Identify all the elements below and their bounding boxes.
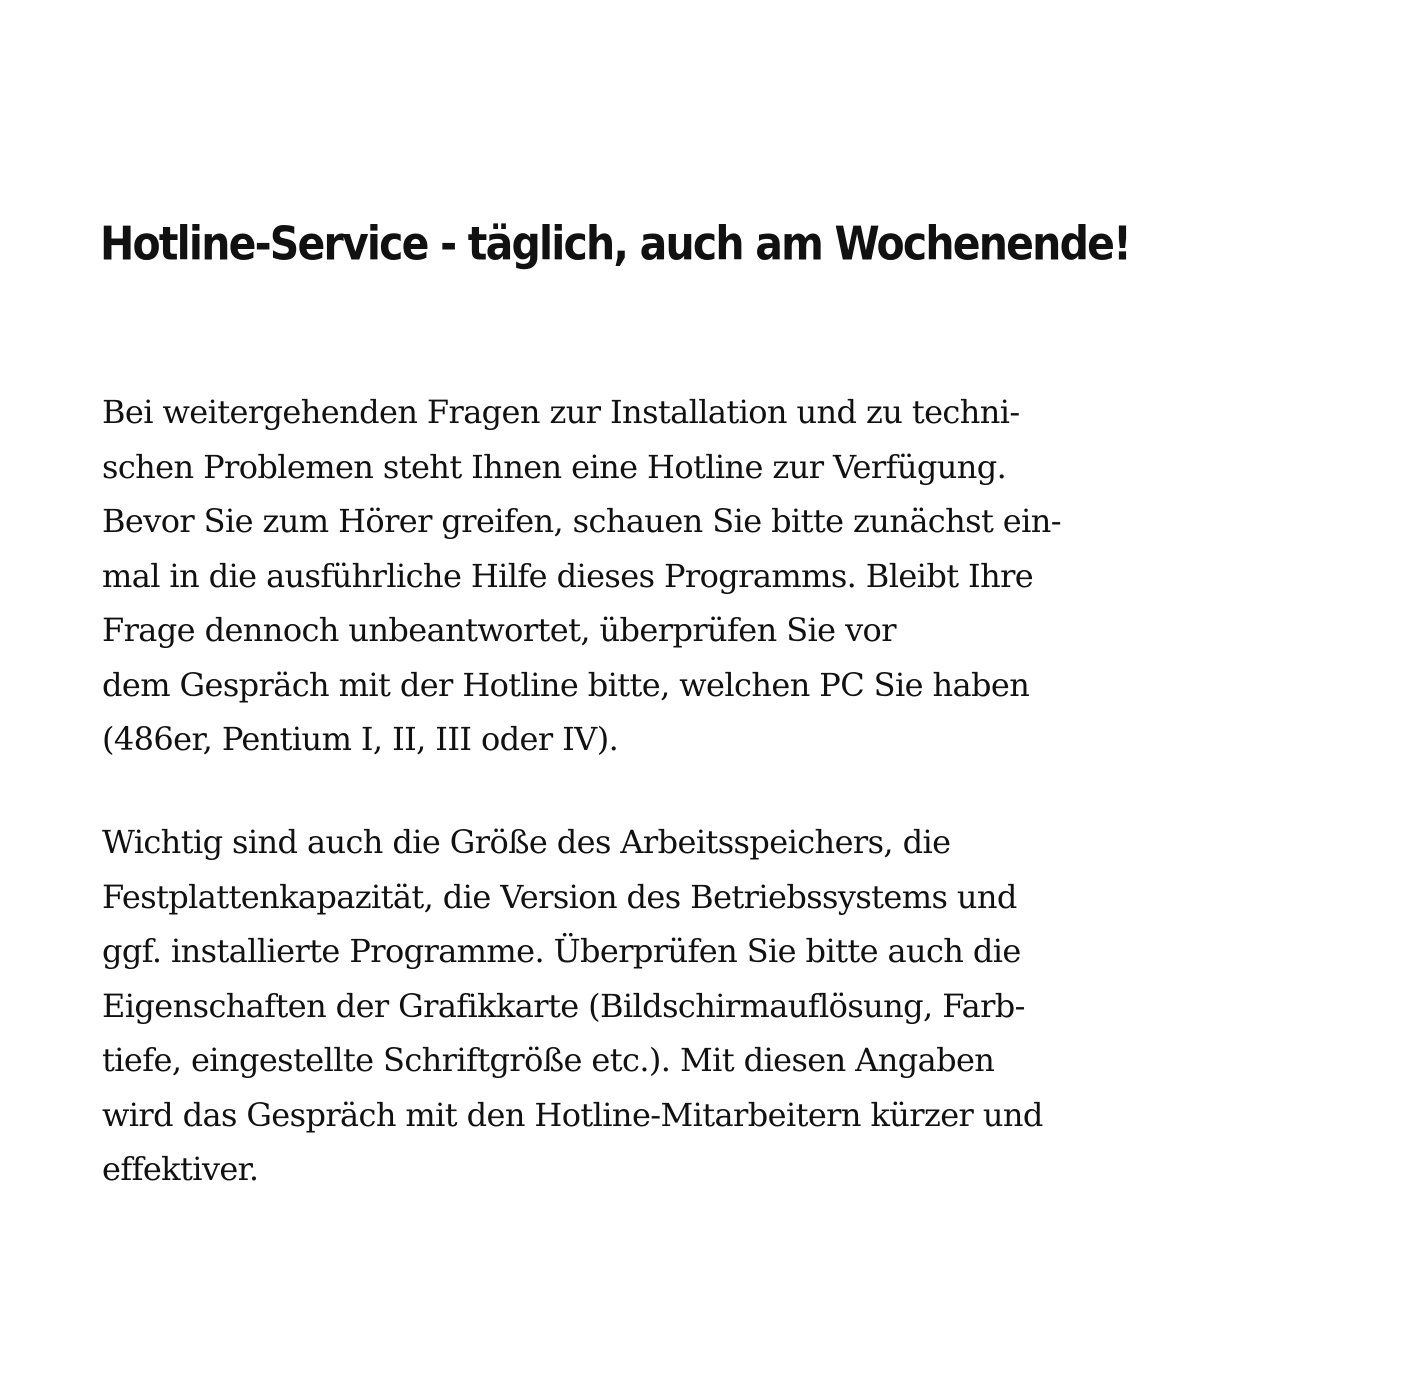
paragraph-system-info bbox=[102, 815, 1043, 1197]
text-line: wird das Gespräch mit den Hotline-Mitarbeitern kürzer und bbox=[102, 1095, 1043, 1134]
text-line: dem Gespräch mit der Hotline bitte, welchen PC Sie haben bbox=[102, 665, 1030, 704]
text-line: Bevor Sie zum Hörer greifen, schauen Sie bitte zunächst ein- bbox=[102, 502, 1061, 540]
text-line: Bei weitergehenden Fragen zur Installation und zu techni- bbox=[102, 393, 1020, 431]
text-line: Eigenschaften der Grafikkarte (Bildschirmauflösung, Farb- bbox=[102, 986, 1025, 1025]
text-line: effektiver. bbox=[102, 1150, 259, 1188]
text-line: tiefe, eingestellte Schriftgröße etc.). Mit diesen Angaben bbox=[102, 1041, 995, 1079]
paragraph-hotline-intro bbox=[102, 385, 1061, 767]
text-line: schen Problemen steht Ihnen eine Hotline zur Verfügung. bbox=[102, 447, 1007, 486]
page-heading: Hotline-Service - täglich, auch am Wochenende! bbox=[100, 216, 1131, 271]
text-line: ggf. installierte Programme. Überprüfen Sie bitte auch die bbox=[102, 932, 1021, 970]
text-line: mal in die ausführliche Hilfe dieses Programms. Bleibt Ihre bbox=[102, 556, 1034, 595]
text-line: (486er, Pentium I, II, III oder IV). bbox=[102, 720, 619, 758]
text-line: Festplattenkapazität, die Version des Betriebssystems und bbox=[102, 877, 1017, 916]
text-line: Frage dennoch unbeantwortet, überprüfen Sie vor bbox=[102, 611, 896, 649]
text-line: Wichtig sind auch die Größe des Arbeitsspeichers, die bbox=[102, 823, 951, 861]
